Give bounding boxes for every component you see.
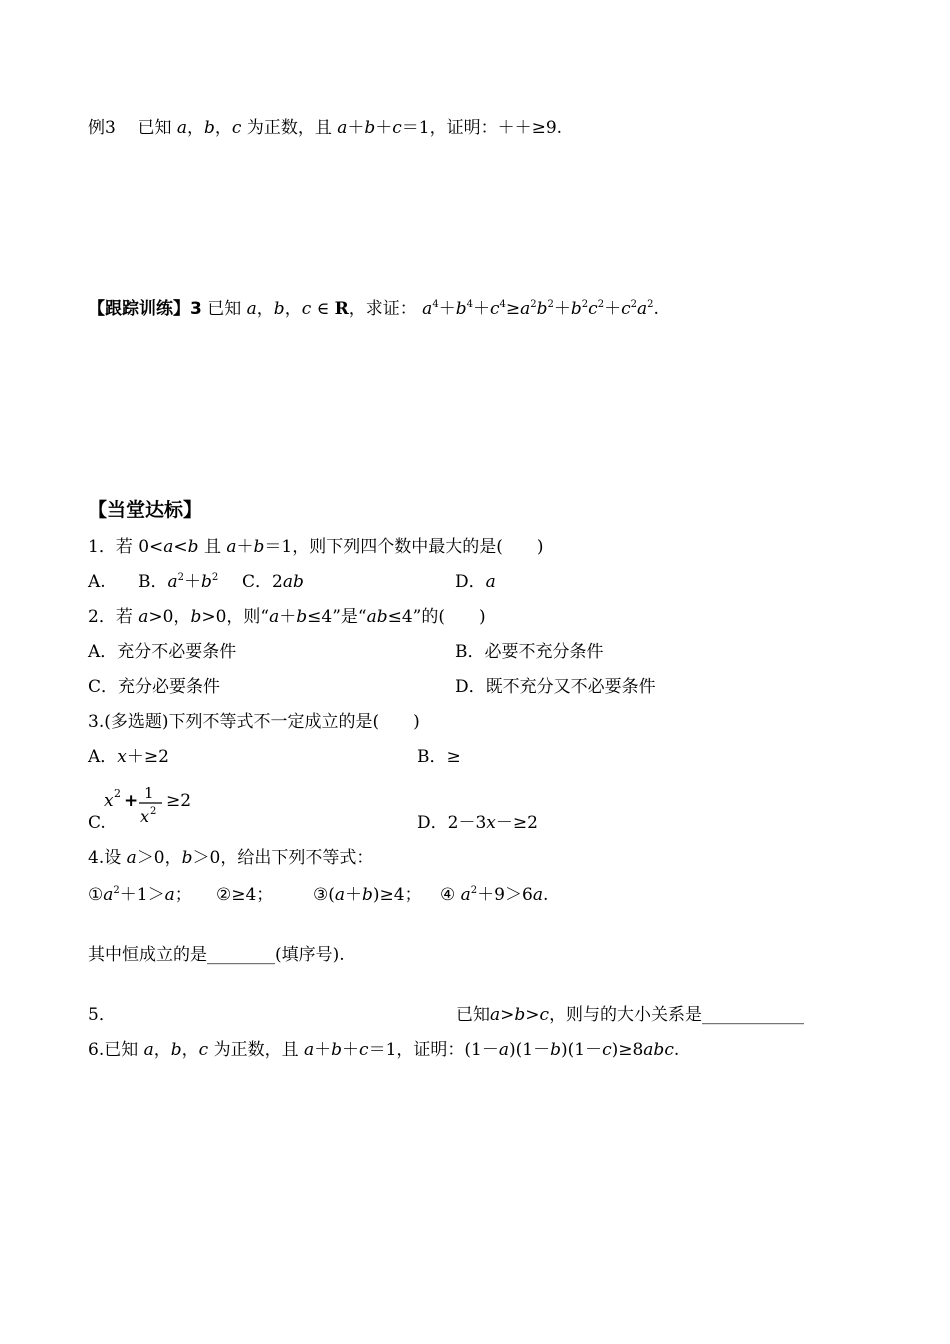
q1-option-d: D．a (455, 572, 496, 592)
q4-option-1: $①a^2+1>a$； (88, 885, 192, 905)
q1-option-b: B．$a^2+b^2$ (138, 572, 219, 592)
q4-answer-line: 其中恒成立的是________(填序号). (88, 945, 345, 965)
q2-option-b: B．必要不充分条件 (455, 642, 604, 662)
svg-text:2: 2 (114, 787, 121, 800)
tracking-training-3: 【跟踪训练】3 已知 a，b，c ∈ R，求证： $a^4+b^4+c^4\ge a^2b^2+b^2c^2+c^2a^2$. (88, 299, 659, 319)
svg-text:≥2: ≥2 (166, 791, 192, 811)
question-3: 3.(多选题)下列不等式不一定成立的是( ) (88, 712, 420, 732)
q3-option-d: D．2－3x－≥2 (417, 813, 538, 833)
q3-option-b: B．≥ (417, 747, 461, 767)
question-2: 2．若 a>0，b>0，则“a＋b≤4”是“ab≤4”的( ) (88, 607, 486, 627)
question-4: 4.设 a＞0，b＞0，给出下列不等式： (88, 848, 374, 868)
q1-option-c: C．2ab (242, 572, 304, 592)
question-1: 1．若 0<a<b 且 a＋b＝1，则下列四个数中最大的是( ) (88, 537, 544, 557)
svg-text:2: 2 (150, 806, 157, 817)
q4-option-3: ③(a＋b)≥4； (313, 885, 422, 905)
q3-option-c: C. (88, 813, 106, 833)
training-label: 【跟踪训练】3 (88, 299, 202, 319)
example-3: 例3 已知 a，b，c 为正数，且 a＋b＋c＝1，证明：＋＋≥9. (88, 118, 563, 138)
q4-option-4: ④ $a^2+9>6a$. (440, 885, 549, 905)
q3-option-a: A．x＋≥2 (88, 747, 169, 767)
section-title: 【当堂达标】 (88, 499, 203, 521)
q2-option-a: A．充分不必要条件 (88, 642, 237, 662)
question-5: 已知a>b>c，则与的大小关系是____________ (456, 1005, 805, 1025)
svg-text:1: 1 (144, 784, 154, 802)
q2-option-c: C．充分必要条件 (88, 677, 221, 697)
q3-option-c-formula (104, 784, 204, 830)
question-5-number: 5． (88, 1005, 116, 1025)
example-label: 例3 (88, 118, 116, 138)
svg-text:x: x (140, 807, 150, 826)
q2-option-d: D．既不充分又不必要条件 (455, 677, 656, 697)
question-6: 6.已知 a，b，c 为正数，且 a＋b＋c＝1，证明：(1－a)(1－b)(1－c)≥8abc. (88, 1040, 680, 1060)
q1-option-a: A. (88, 572, 106, 592)
svg-text:x: x (104, 791, 114, 811)
q4-option-2: ②≥4； (216, 885, 274, 905)
svg-text:+: + (124, 791, 139, 811)
